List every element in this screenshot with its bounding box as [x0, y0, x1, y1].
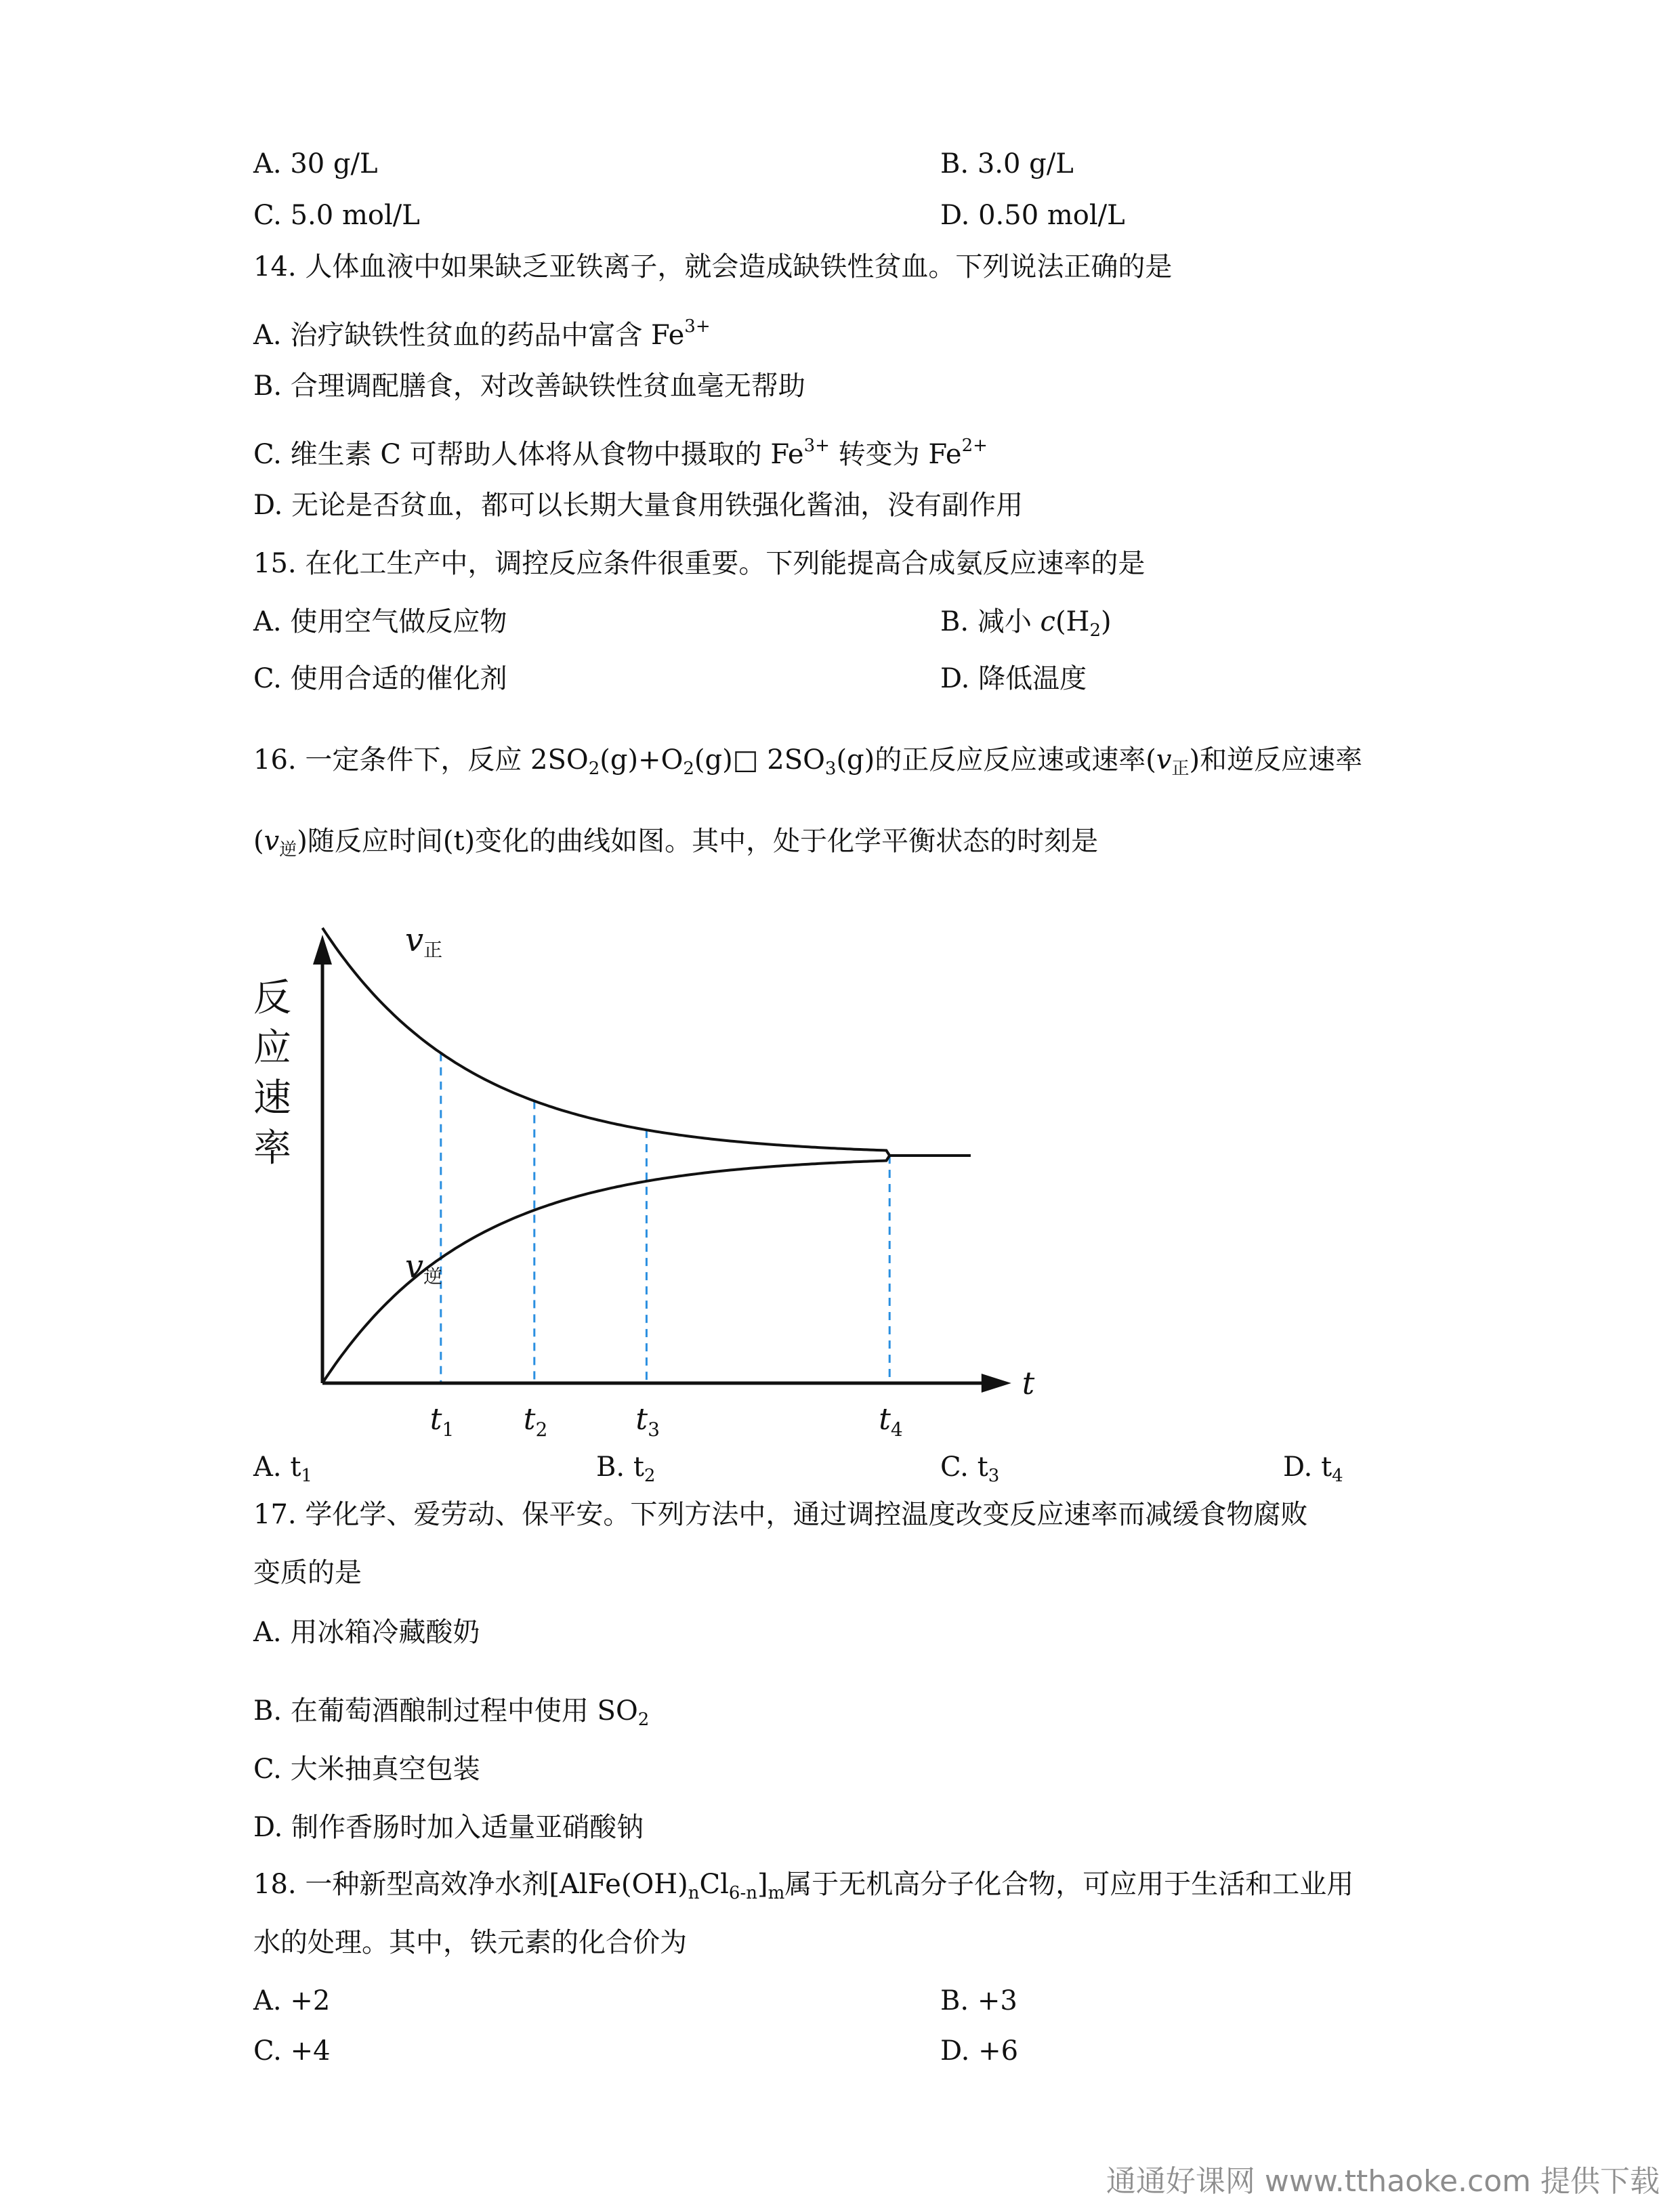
- q17-option-b-sub: 2: [637, 1710, 650, 1730]
- q14-option-a-charge: 3+: [684, 316, 711, 337]
- q15-option-b-h: (H: [1055, 606, 1090, 637]
- q16-l2-sub: 逆: [279, 840, 297, 860]
- q17-option-c: C. 大米抽真空包装: [253, 1754, 480, 1785]
- q16-option-c-text: C. t: [940, 1452, 988, 1483]
- q14-option-c-charge1: 3+: [803, 436, 830, 456]
- q14-option-b: B. 合理调配膳食，对改善缺铁性贫血毫无帮助: [253, 371, 805, 402]
- q16-option-c-sub: 3: [988, 1466, 1000, 1486]
- q14-option-c: [253, 429, 988, 471]
- x-tick-label-t1: $t_1$: [429, 1402, 455, 1441]
- x-axis-label: t: [1022, 1365, 1035, 1401]
- forward-rate-curve: [322, 928, 971, 1156]
- q16-l2-a: (: [253, 826, 264, 857]
- q16-l2-b: )随反应时间(t)变化的曲线如图。其中，处于化学平衡状态的时刻是: [297, 826, 1099, 857]
- q14-option-d: D. 无论是否贫血，都可以长期大量食用铁强化酱油，没有副作用: [253, 490, 1024, 521]
- q16-l1-e: (g)的正反应反应速或速率(: [836, 744, 1156, 776]
- x-tick-label-t3: $t_3$: [635, 1402, 660, 1441]
- q14-option-c-text: C. 维生素 C 可帮助人体将从食物中摄取的 Fe: [253, 439, 804, 470]
- q13-option-a: A. 30 g/L: [253, 148, 378, 179]
- q17-option-b: [253, 1695, 649, 1736]
- q16-l2-v: v: [264, 826, 280, 857]
- y-axis-label-char: 速: [253, 1076, 291, 1120]
- q17-stem-line2: 变质的是: [253, 1557, 362, 1588]
- q15-option-b-sub: 2: [1089, 620, 1101, 641]
- q16-option-b-sub: 2: [644, 1466, 656, 1486]
- q16-l1-sub4: 正: [1171, 759, 1190, 779]
- y-axis-label-char: 应: [253, 1026, 291, 1070]
- q18-option-c: C. +4: [253, 2035, 331, 2067]
- q16-option-b-text: B. t: [596, 1452, 644, 1483]
- watermark-text: 通通好课网 www.tthaoke.com 提供下载: [1106, 2164, 1660, 2199]
- q18-l1-sub2: 6-n: [728, 1883, 757, 1903]
- series-label-forward: v正: [405, 921, 443, 961]
- q17-stem-line1: 17. 学化学、爱劳动、保平安。下列方法中，通过调控温度改变反应速率而减缓食物腐败: [253, 1499, 1308, 1530]
- q14-stem: 14. 人体血液中如果缺乏亚铁离子，就会造成缺铁性贫血。下列说法正确的是: [253, 251, 1173, 282]
- q16-stem-line1: [253, 744, 1362, 785]
- q15-option-b-c: c: [1040, 606, 1055, 637]
- q16-l1-sub2: 2: [683, 759, 694, 779]
- q16-option-d: [1283, 1451, 1343, 1492]
- q18-option-d: D. +6: [940, 2035, 1019, 2067]
- axes: [313, 935, 1011, 1393]
- q17-option-b-text: B. 在葡萄酒酿制过程中使用 SO: [253, 1695, 638, 1727]
- q15-option-d: D. 降低温度: [940, 663, 1087, 694]
- q13-option-d: D. 0.50 mol/L: [940, 200, 1125, 231]
- x-axis-arrow: [982, 1374, 1011, 1393]
- q18-l1-d: 属于无机高分子化合物，可应用于生活和工业用: [784, 1869, 1354, 1900]
- q14-option-c-charge2: 2+: [961, 436, 988, 456]
- q17-option-a: A. 用冰箱冷藏酸奶: [253, 1617, 480, 1648]
- q16-option-d-sub: 4: [1332, 1466, 1343, 1486]
- q16-option-b: [596, 1451, 655, 1492]
- q15-option-b-text: B. 减小: [940, 606, 1041, 637]
- q16-l1-c: (g): [694, 744, 733, 776]
- q14-option-a-text: A. 治疗缺铁性贫血的药品中富含 Fe: [253, 320, 685, 351]
- q18-l1-sub3: m: [768, 1883, 785, 1903]
- q18-l1-c: ]: [757, 1869, 768, 1900]
- x-tick-label-t4: $t_4$: [879, 1402, 903, 1441]
- q16-option-c: [940, 1451, 999, 1492]
- q18-option-a: A. +2: [253, 1985, 331, 2016]
- dashed-guides: [441, 1053, 889, 1383]
- q18-stem-line1: [253, 1868, 1353, 1909]
- q15-option-a: A. 使用空气做反应物: [253, 606, 507, 637]
- q16-l1-b: (g)+O: [600, 744, 684, 776]
- y-axis-label-char: 反: [253, 976, 291, 1020]
- q15-stem: 15. 在化工生产中，调控反应条件很重要。下列能提高合成氨反应速率的是: [253, 548, 1146, 579]
- q16-l1-a: 16. 一定条件下，反应 2SO: [253, 744, 589, 776]
- x-tick-label-t2: $t_2$: [523, 1402, 548, 1441]
- q16-l1-f: )和逆反应速率: [1189, 744, 1363, 776]
- q16-option-a-sub: 1: [301, 1466, 312, 1486]
- q17-option-d: D. 制作香肠时加入适量亚硝酸钠: [253, 1812, 644, 1843]
- q18-l1-b: Cl: [699, 1869, 729, 1900]
- q15-option-b: [940, 606, 1112, 647]
- q15-option-c: C. 使用合适的催化剂: [253, 663, 507, 694]
- q16-stem-line2: [253, 825, 1098, 866]
- q16-l1-v: v: [1156, 744, 1172, 776]
- q16-option-d-text: D. t: [1283, 1452, 1332, 1483]
- q18-option-b: B. +3: [940, 1985, 1017, 2016]
- q13-option-c: C. 5.0 mol/L: [253, 200, 420, 231]
- rate-time-chart: [237, 881, 1050, 1443]
- q16-l1-sub3: 3: [824, 759, 837, 779]
- q18-stem-line2: 水的处理。其中，铁元素的化合价为: [253, 1927, 687, 1958]
- series-label-reverse: v逆: [405, 1248, 443, 1288]
- q13-option-b: B. 3.0 g/L: [940, 148, 1074, 179]
- q18-l1-a: 18. 一种新型高效净水剂[AlFe(OH): [253, 1869, 688, 1900]
- q15-option-b-end: ): [1101, 606, 1112, 637]
- y-axis-label-char: 率: [253, 1126, 291, 1170]
- q14-option-a: [253, 310, 711, 352]
- q18-l1-sub1: n: [688, 1883, 700, 1903]
- q16-option-a-text: A. t: [253, 1452, 301, 1483]
- q16-equilibrium-box: □: [732, 744, 759, 776]
- q16-l1-sub1: 2: [588, 759, 600, 779]
- q14-option-c-text2: 转变为 Fe: [829, 439, 962, 470]
- q16-option-a: [253, 1451, 312, 1492]
- q16-l1-d: 2SO: [758, 744, 825, 776]
